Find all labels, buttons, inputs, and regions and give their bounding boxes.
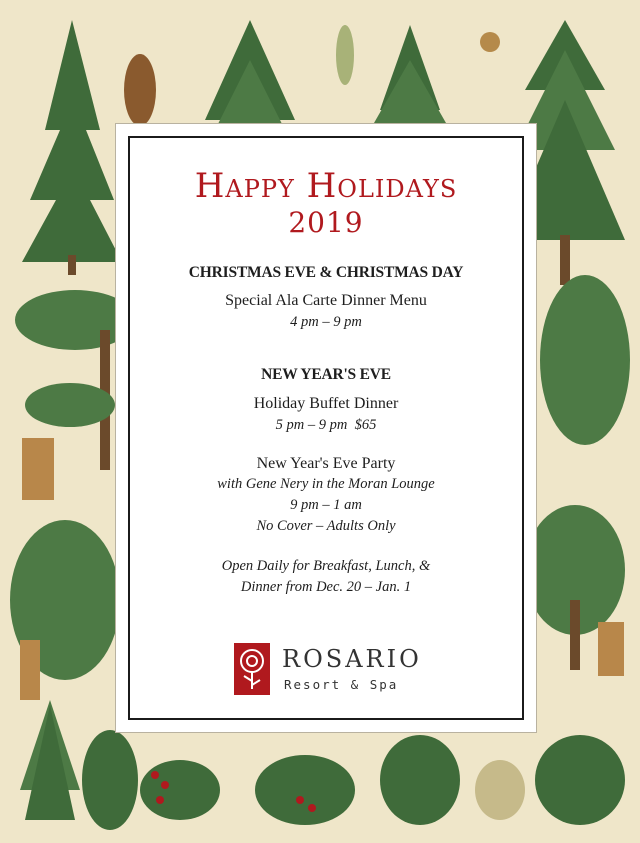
buffet-dinner: Holiday Buffet Dinner (253, 395, 399, 412)
brand-name: ROSARIO (282, 645, 422, 673)
party-hours: 9 pm – 1 am (290, 497, 362, 513)
holiday-card (116, 124, 536, 732)
new-years-heading: NEW YEAR'S EVE (261, 366, 391, 383)
year-label: 2019 (288, 206, 364, 239)
open-daily-line-2: Dinner from Dec. 20 – Jan. 1 (240, 579, 412, 595)
card-border (128, 136, 524, 720)
open-daily-line-1: Open Daily for Breakfast, Lunch, & (221, 558, 431, 574)
buffet-hours: 5 pm – 9 pm (275, 417, 348, 433)
page-title: Happy Holidays (194, 166, 458, 206)
christmas-hours: 4 pm – 9 pm (290, 314, 362, 330)
buffet-price: $65 (354, 417, 377, 433)
buffet-hours-row (130, 417, 522, 434)
rose-icon (234, 643, 270, 695)
brand-logo (234, 643, 434, 699)
brand-tagline: Resort & Spa (284, 677, 399, 692)
christmas-heading: CHRISTMAS EVE & CHRISTMAS DAY (188, 264, 464, 281)
christmas-menu: Special Ala Carte Dinner Menu (225, 292, 427, 309)
party-detail: with Gene Nery in the Moran Lounge (217, 476, 435, 492)
party-note: No Cover – Adults Only (256, 518, 396, 534)
party-title: New Year's Eve Party (256, 455, 396, 472)
